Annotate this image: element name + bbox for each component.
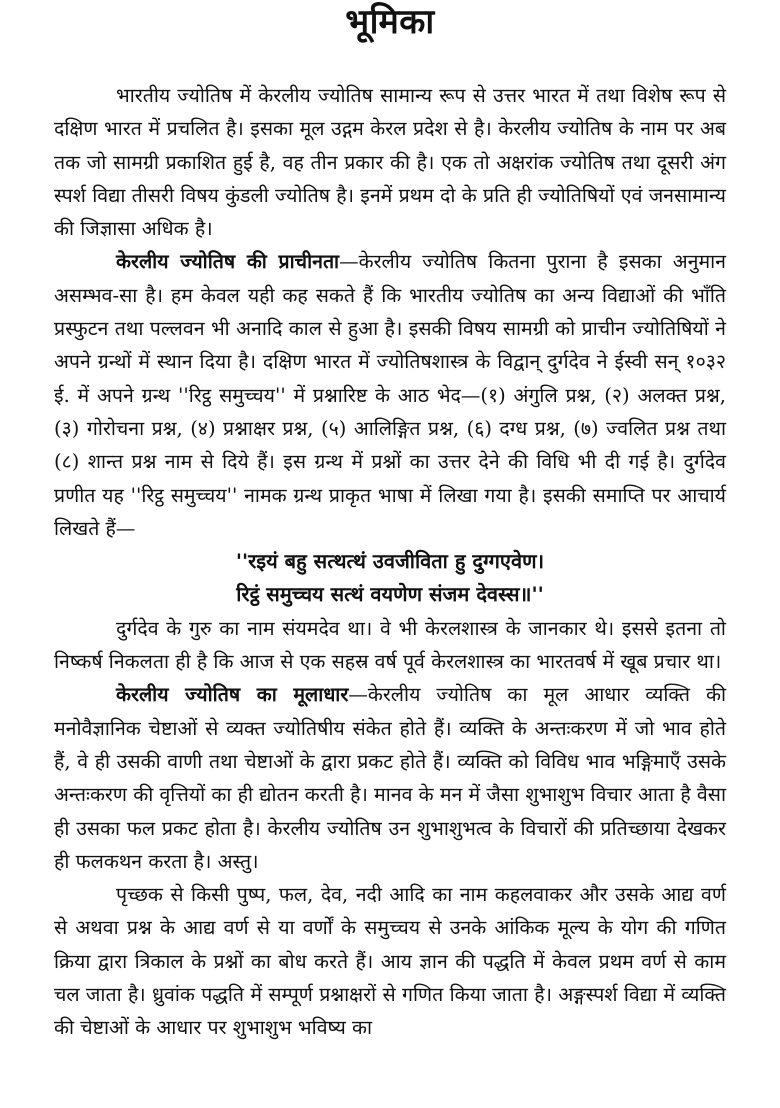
verse-line-2: रिट्ठं समुच्चय सत्थं वयणेण संजम देवस्स॥'' [236, 582, 544, 607]
paragraph-foundation [54, 678, 726, 878]
paragraph-durgadeva: दुर्गदेव के गुरु का नाम संयमदेव था। वे भी केरलशास्त्र के जानकार थे। इससे इतना तो निष्कर्ष निकलता ही है कि आज से एक सहस्र वर्ष पूर्व केरलशास्त्र का भारतवर्ष में खूब प्रचार था। [54, 616, 726, 674]
body-text [54, 79, 726, 1045]
paragraph-foundation-text: —केरलीय ज्योतिष का मूल आधार व्यक्ति की मनोवैज्ञानिक चेष्टाओं से व्यक्त ज्योतिषीय संकेत होते हैं। व्यक्ति के अन्तःकरण में जो भाव होते हैं, वे ही उसकी वाणी तथा चेष्टाओं के द्वारा प्रकट होते हैं। व्यक्ति को विविध भाव भङ्गिमाएँ उसके अन्तःकरण की वृत्तियों का ही द्योतन करती है। मानव के मन में जैसा शुभाशुभ विचार आता है वैसा ही उसका फल प्रकट होता है। केरलीय ज्योतिष उन शुभाशुभत्व के विचारों की प्रतिच्छाया देखकर ही फलकथन करता है। अस्तु। [54, 683, 727, 873]
verse-quote [54, 545, 726, 612]
paragraph-antiquity [54, 245, 726, 545]
paragraph-method: पृच्छक से किसी पुष्प, फल, देव, नदी आदि का नाम कहलवाकर और उसके आद्य वर्ण से अथवा प्रश्न के आद्य वर्ण से या वर्णों के समुच्चय से उनके आंकिक मूल्य के योग की गणित क्रिया द्वारा त्रिकाल के प्रश्नों का बोध करते हैं। आय ज्ञान की पद्धति में केवल प्रथम वर्ण से काम चल जाता है। ध्रुवांक पद्धति में सम्पूर्ण प्रश्नाक्षरों से गणित किया जाता है। अङ्गस्पर्श विद्या में व्यक्ति की चेष्टाओं के आधार पर शुभाशुभ भविष्य का [54, 883, 726, 1040]
paragraph-intro: भारतीय ज्योतिष में केरलीय ज्योतिष सामान्य रूप से उत्तर भारत में तथा विशेष रूप से दक्षिण भारत में प्रचलित है। इसका मूल उद्गम केरल प्रदेश से है। केरलीय ज्योतिष के नाम पर अब तक जो सामग्री प्रकाशित हुई है, वह तीन प्रकार की है। एक तो अक्षरांक ज्योतिष तथा दूसरी अंग स्पर्श विद्या तीसरी विषय कुंडली ज्योतिष है। इनमें प्रथम दो के प्रति ही ज्योतिषियों एवं जनसामान्य की जिज्ञासा अधिक है। [54, 84, 726, 241]
section-heading-foundation: केरलीय ज्योतिष का मूलाधार [116, 683, 349, 707]
page-title: भूमिका [345, 2, 435, 42]
paragraph-antiquity-text: —केरलीय ज्योतिष कितना पुराना है इसका अनुमान असम्भव-सा है। हम केवल यही कह सकते हैं कि भारतीय ज्योतिष का अन्य विद्याओं की भाँति प्रस्फुटन तथा पल्लवन भी अनादि काल से हुआ है। इसकी विषय सामग्री को प्राचीन ज्योतिषियों ने अपने ग्रन्थों में स्थान दिया है। दक्षिण भारत में ज्योतिषशास्त्र के विद्वान् दुर्गदेव ने ईस्वी सन् १०३२ ई. में अपने ग्रन्थ ''रिट्ठ समुच्चय'' में प्रश्नारिष्ट के आठ भेद—(१) अंगुलि प्रश्न, (२) अलक्त प्रश्न, (३) गोरोचना प्रश्न, (४) प्रश्नाक्षर प्रश्न, (५) आलिङ्गित प्रश्न, (६) दग्ध प्रश्न, (७) ज्वलित प्रश्न तथा (८) शान्त प्रश्न नाम से दिये हैं। इस ग्रन्थ में प्रश्नों का उत्तर देने की विधि भी दी गई है। दुर्गदेव प्रणीत यह ''रिट्ठ समुच्चय'' नामक ग्रन्थ प्राकृत भाषा में लिखा गया है। इसकी समाप्ति पर आचार्य लिखते हैं— [54, 250, 726, 540]
section-heading-antiquity: केरलीय ज्योतिष की प्राचीनता [116, 250, 340, 274]
verse-line-1: ''रइयं बहु सत्थत्थं उवजीविता हु दुग्गएवेण। [235, 549, 545, 574]
